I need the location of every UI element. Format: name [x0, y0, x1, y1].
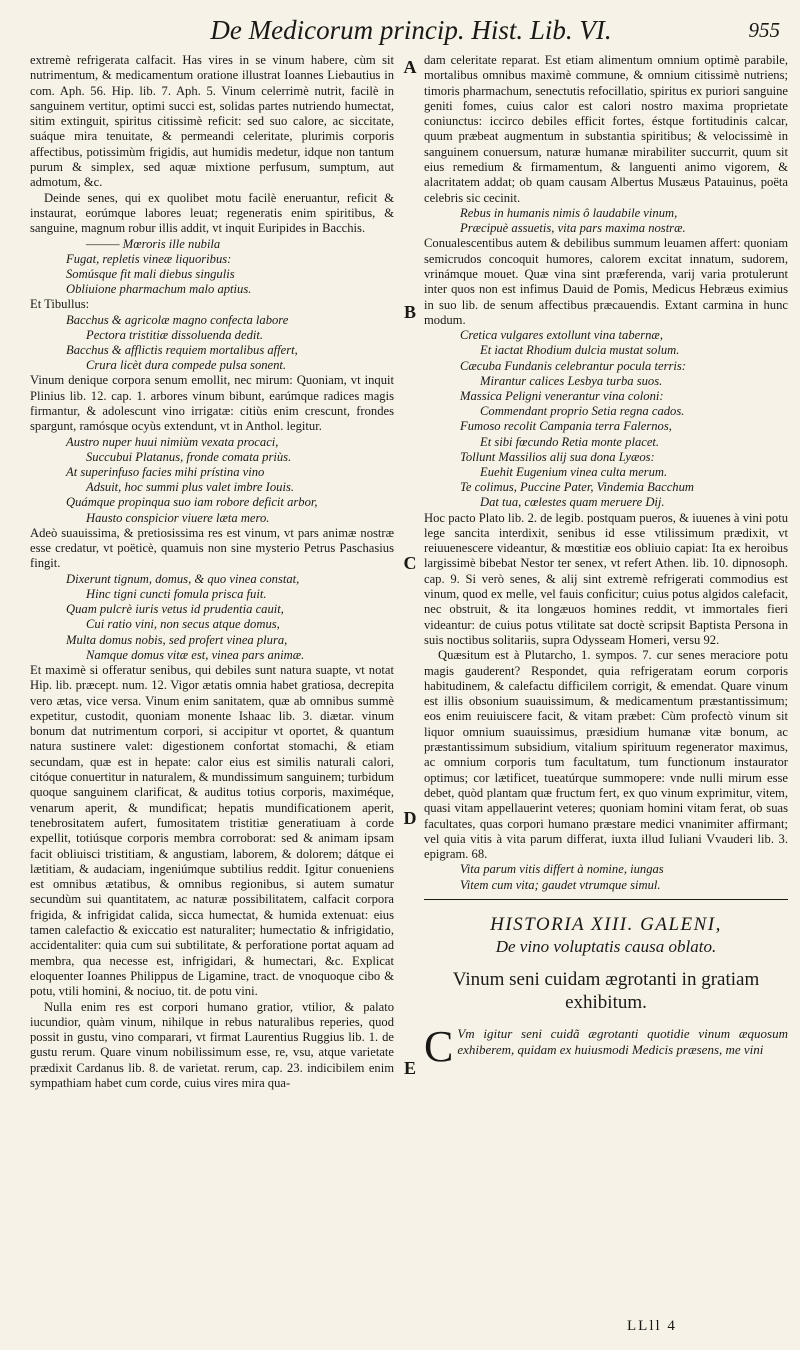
verse-line: Crura licèt dura compede pulsa sonent. [86, 358, 287, 373]
divider [424, 899, 788, 900]
verse-line: Et sibi fœcundo Retia monte placet. [480, 434, 660, 449]
history-subtitle: De vino voluptatis causa oblato. [495, 936, 717, 956]
verse-line: At superinfuso facies mihi prístina vino [66, 465, 265, 480]
verse-line: Namque domus vitæ est, vinea pars animæ. [86, 647, 305, 662]
verse-line: Multa domus nobis, sed profert vinea plura, [66, 632, 288, 647]
running-head: De Medicorum princip. Hist. Lib. VI. [210, 15, 612, 45]
verse-line: Commendant proprio Setia regna cados. [480, 404, 685, 419]
paragraph: Et maximè si offeratur senibus, qui debiles sunt natura suapte, vt notat Hip. lib. præcept. num. 12. Vigor ætatis omnia habet gratiosa, decrepita vero ætas, vice versa. Vinum enim sanitatem, quæ ab omnibus summè expetitur, custodit, quoniam monente Ishaac lib. 3. diætar. vinum bonum dat nutrimentum corpori, si accipitur vt oportet, & quantum natura sustinere valet: digestionem confortat stomachi, & etiam secundam, quæ est in hepate: calor eius est similis naturali calori, citóque conuertitur in naturalem, & mundissimum sanguinem; turbidum quoque sanguinem clarificat, & auditus totius corporis, maximéque, venarum aperit, & mundificat; hepatis mundificationem aperit, tenebrositatem aufert, fumositatem tristitiæ generatiuam à corde expellit, totiúsque corporis membra corroborat: sed & animam ipsam facit obliuisci tristitiam, & angustiam, laborem, & dolorem; dátque ei lætitiam, & audaciam, ingeniúmque subtilius reddit. Igitur conueniens est omnibus ætatibus, & omnibus regionibus, si autem sumatur secundùm sui quantitatem, ac naturæ possibilitatem, calfacit corpora frigida, & infrigidat calida, sicca humectat, & humida extenuat: eius tamen calefactio & exiccatio est naturaliter; humectatio & infrigidatio, accidentaliter: quia cum sui subtilitate, & perforatione portat aquam ad membra, qua necesse est, infrigidari, & humectari, &c. Explicat eloquenter Ioannes Philippus de Ligamine, tract. de vnoquoque cibo & potu, vtili homini, & nociuo, tit. de potu vini. [30, 663, 394, 999]
paragraph: Et Tibullus: [30, 297, 90, 312]
verse-line: Adsuit, hoc summi plus valet imbre Iouis. [86, 480, 295, 495]
paragraph: Vm igitur seni cuidã ægrotanti quotidie vinum æquosum exhiberem, quidam ex huiusmodi Medicis præsens, me vini [457, 1025, 788, 1057]
verse-line: Vita parum vitis differt à nomine, iungas [460, 862, 664, 877]
right-column [424, 53, 788, 1328]
verse-line: Vitem cum vita; gaudet vtrumque simul. [460, 877, 661, 892]
verse-line: Præcipuè assuetis, vita pars maxima nostræ. [460, 221, 686, 236]
verse-line: Cretica vulgares extollunt vina tabernæ, [460, 328, 663, 343]
verse-line: Bacchus & agricolæ magno confecta labore [66, 312, 289, 327]
verse-line: Obliuione pharmachum malo aptius. [66, 282, 252, 297]
verse-line: Quam pulcrè iuris vetus id prudentia cauit, [66, 602, 284, 617]
paragraph: Vinum denique corpora senum emollit, nec mirum: Quoniam, vt inquit Plinius lib. 12. cap. 1. arbores vinum bibunt, earúmque radices magis firmantur, & adolescunt vino irrigatæ: citiùs enim crescunt, frondes spargunt, ramósque ocyùs extendunt, vt in Anthol. legitur. [30, 373, 394, 434]
section-marker-c: C [403, 553, 417, 573]
verse-line: Hausto conspicior viuere læta mero. [86, 510, 270, 525]
verse-line: Fugat, repletis vineæ liquoribus: [66, 251, 232, 266]
verse-block [30, 237, 394, 298]
verse-block [424, 328, 788, 510]
verse-line: Rebus in humanis nimis ô laudabile vinum, [460, 205, 678, 220]
verse-line: Cui ratio vini, non secus atque domus, [86, 617, 280, 632]
verse-line: Dixerunt tignum, domus, & quo vinea constat, [66, 571, 300, 586]
verse-line: Tollunt Massilios alij sua dona Lyæos: [460, 449, 655, 464]
verse-block [30, 572, 394, 663]
section-marker-b: B [403, 302, 416, 322]
verse-line: Pectora tristitiæ dissoluenda dedit. [86, 327, 264, 342]
verse-line: Dat tua, cœlestes quam meruere Dij. [480, 495, 665, 510]
signature-mark: LLll 4 [627, 1318, 677, 1334]
history-heading: Vinum seni cuidam ægrotanti in gratiam exhibitum. [452, 968, 760, 1013]
paragraph: Adeò suauissima, & pretiosissima res est vinum, vt pars animæ nostræ esse credatur, vt poëticè, quamuis non sine mysterio Petrus Paschasius fingit. [30, 525, 394, 571]
verse-block [30, 435, 394, 526]
verse-line: Massica Peligni venerantur vina coloni: [460, 388, 664, 403]
verse-line: Austro nuper huui nimiùm vexata procaci, [66, 434, 279, 449]
paragraph: Deinde senes, qui ex quolibet motu facilè eneruantur, reficit & instaurat, eorúmque labores leuat; regeneratis enim spiritibus, & sanguine, magnum robur illis addit, vt inquit Euripides in Bacchis. [30, 190, 394, 236]
verse-block [424, 206, 788, 236]
verse-line: Cæcuba Fundanis celebrantur pocula terris: [460, 358, 686, 373]
section-marker-d: D [403, 808, 417, 828]
dropcap-letter: C [424, 1021, 454, 1071]
verse-line: Te colimus, Puccine Pater, Vindemia Bacchum [460, 480, 694, 495]
verse-line: Quámque propinqua suo iam robore deficit arbor, [66, 495, 318, 510]
verse-line: ——— Mœroris ille nubila [86, 236, 221, 251]
paragraph: Conualescentibus autem & debilibus summum leuamen affert: quoniam semicrudos concoquit humores, calorem excitat innatum, sudorem, vrinámque mouet. Quæ vina sint præferenda, varij varia protulerunt inter quos non est infimus Dauid de Pomis, Medicus Hebræus eximius in suo lib. de senum affectibus præcauendis. Extant carmina in hunc modum. [424, 236, 788, 327]
dropcap-paragraph [424, 1021, 788, 1071]
verse-line: Bacchus & afflictis requiem mortalibus affert, [66, 343, 298, 358]
verse-line: Succubui Platanus, fronde comata priùs. [86, 449, 292, 464]
verse-line: Hinc tigni cuncti fomula prisca fuit. [86, 586, 267, 601]
section-marker-e: E [403, 1058, 416, 1078]
history-title: HISTORIA XIII. GALENI, [490, 913, 722, 935]
paragraph: Nulla enim res est corpori humano gratior, vtilior, & palato iucundior, quàm vinum, nihilque in rebus naturalibus reperies, quod possit in gustu, vino comparari, vt firmat Laurentius Ruggius lib. 1. de gustu rerum. Quare vinum nobilissimum esse, re, vsu, atque varietate prædixit Cardanus lib. 8. de varietat. rerum, cap. 23. indicibilem enim sympathiam habet cum corde, cuius vires mira qua- [30, 999, 394, 1091]
paragraph: Hoc pacto Plato lib. 2. de legib. postquam pueros, & iuuenes à vini potu lege sancita interdixit, senibus id esse vtilissimum prædixit, vt reiuuenescere videantur, & mœstitiæ eos obliuio capiat: Ita ex heroibus largissimè bibebat Nestor ter senex, vt refert Athen. lib. 10. dipnosoph. cap. 9. Si verò senes, & alij sint extremè refrigerati commodius est vinum, quod ex melle, vel fauis conficitur; cuius potus algidos calefacit, nec obstruit, & ita longæuos homines reddit, vt immortales fieri videantur: de cuius potus vtilitate sat doctè scripsit Baptista Persona in suis noctibus solitariis, supra Odysseam Homeri, versu 92. [424, 510, 788, 647]
page-number: 955 [748, 18, 780, 42]
paragraph: dam celeritate reparat. Est etiam alimentum omnium optimè parabile, mortalibus omnibus maximè commune, & omnium citissimè nutriens; timoris pharmachum, senectutis refocillatio, spiritus ex puriori sanguine geniti fomes, cuius calor est calori nostro maxima proprietate coniunctus: iccirco debiles efficit fortes, éstque fortitudinis calcar, quum præbeat augmentum in substantia spiritibus; & velocissimè in sanguinem conuersum, naturæ humanæ mirabiliter succurrit, quum sit eius remedium & firmamentum, & languenti animo vigorem, & alacritatem addat; ob quam causam Albertus Musæus Patauinus, poëta celebris sic cecinit. [424, 53, 788, 205]
verse-line: Fumoso recolit Campania terra Falernos, [460, 419, 672, 434]
verse-line: Somúsque fit mali diebus singulis [66, 266, 235, 281]
paragraph: extremè refrigerata calfacit. Has vires in se vinum habere, cùm sit nutrimentum, & medicamentum oratione illustrat Ioannes Liebautius in com. Aph. 56. Hip. lib. 7. Aph. 5. Vinum celerrimè nutrit, facilè in sanguinem vertitur, optimi succi est, solidas partes nutriendo humectat, sitim extinguit, spiritus citissimè reficit: sed suo calore, ac siccitate, suáque mira tenuitate, & permeandi celeritate, plurimis corporis affectibus, potissimùm frigidis, aut humidis medetur, idque non tantum purum & simplex, sed aquæ mixtione perfusum, sumptum, aut admotum, &c. [30, 53, 394, 190]
verse-line: Mirantur calices Lesbya turba suos. [480, 373, 663, 388]
section-marker-a: A [403, 57, 417, 77]
left-column [30, 53, 394, 1328]
verse-line: Euehit Eugenium vinea culta merum. [480, 464, 668, 479]
verse-line: Et iactat Rhodium dulcia mustat solum. [480, 343, 680, 358]
verse-block [30, 313, 394, 374]
verse-block [424, 862, 788, 892]
paragraph: Quæsitum est à Plutarcho, 1. sympos. 7. cur senes meraciore potu magis gauderent? Respondet, quia refrigeratam eorum corporis habitudinem, & calefactu difficilem corrigit, & emendat. Quare vinum est illis obsonium suauissimum, & medicamentum præstantissimum; eos enim reuiuiscere facit, & vitam præbet: Cùm profectò vinum sit liquor omnium suauissimus, præsidium humanæ vitæ bonum, ac præstantissimum subsidium, vitalium spirituum regenerator maximus, ac omnium corporis tum facultatum, tum functionum instaurator optimus; cor lætificet, tueatúrque summopere: vnde nulli mirum esse debet, quòd plantam quæ fructum fert, ex quo vinum exprimitur, vitem, quasi vitam appellauerint veteres; quoniam homini vitam ferat, ob suas facultates, quas corpori humano præstare medici vnanimiter affirmant; vel quia vitis à vita parum differat, iuxta illud Iuliani Vvauderi lib. 3. epigram. 68. [424, 648, 788, 862]
